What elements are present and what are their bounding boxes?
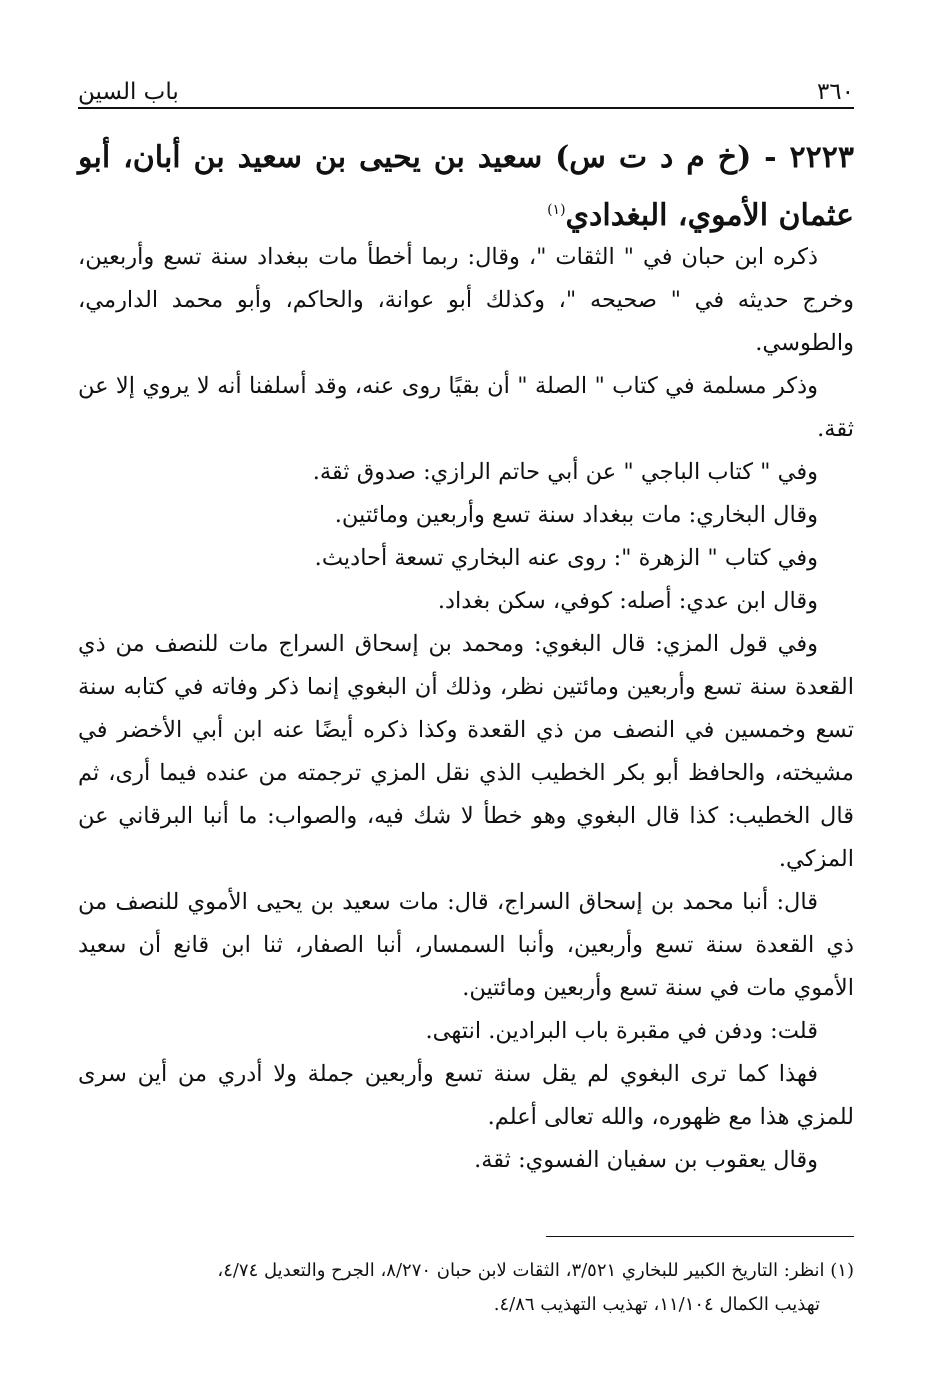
footnote-line-2: تهذيب الكمال ١١/١٠٤، تهذيب التهذيب ٤/٨٦. — [493, 1294, 820, 1315]
running-header — [78, 72, 854, 106]
entry-body — [78, 236, 854, 1182]
chapter-title: باب السين — [78, 79, 179, 105]
page-number: ٣٦٠ — [816, 79, 854, 105]
header-divider — [78, 107, 854, 109]
paragraph-yaqub: وقال يعقوب بن سفيان الفسوي: ثقة. — [474, 1147, 818, 1173]
footnote-line-1: (١) انظر: التاريخ الكبير للبخاري ٣/٥٢١، الثقات لابن حبان ٨/٢٧٠، الجرح والتعديل ٤/٧٤، — [217, 1260, 854, 1281]
footnote — [78, 1254, 854, 1322]
paragraph-baji: وفي " كتاب الباجي " عن أبي حاتم الرازي: صدوق ثقة. — [312, 459, 818, 485]
paragraph-ibn-hibban: ذكره ابن حبان في " الثقات "، وقال: ربما أخطأ مات ببغداد سنة تسع وأربعين، وخرج حديثه في " صحيحه "، وكذلك أبو عوانة، والحاكم، وأبو محمد الدارمي، والطوسي. — [78, 244, 854, 356]
paragraph-sarraj: قال: أنبا محمد بن إسحاق السراج، قال: مات سعيد بن يحيى الأموي للنصف من ذي القعدة سنة تسع وأربعين، وأنبا السمسار، أنبا الصفار، ثنا ابن قانع أن سعيد الأموي مات في سنة تسع وأربعين ومائتين. — [78, 889, 854, 1001]
footnote-divider — [546, 1236, 854, 1237]
paragraph-zahra: وفي كتاب " الزهرة ": روى عنه البخاري تسعة أحاديث. — [314, 545, 818, 571]
paragraph-ibn-adi: وقال ابن عدي: أصله: كوفي، سكن بغداد. — [437, 588, 818, 614]
entry-title-text: ٢٢٢٣ - (خ م د ت س) سعيد بن يحيى بن سعيد بن أبان، أبو عثمان الأموي، البغدادي — [78, 140, 854, 233]
footnote-reference: (١) — [547, 202, 566, 218]
paragraph-bukhari: وقال البخاري: مات ببغداد سنة تسع وأربعين ومائتين. — [334, 502, 818, 528]
paragraph-conclusion: فهذا كما ترى البغوي لم يقل سنة تسع وأربعين جملة ولا أدري من أين سرى للمزي هذا مع ظهوره، والله تعالى أعلم. — [78, 1061, 854, 1130]
paragraph-mizzi-critique: وفي قول المزي: قال البغوي: ومحمد بن إسحاق السراج مات للنصف من ذي القعدة سنة تسع وأربعين ومائتين نظر، وذلك أن البغوي إنما ذكر وفاته في كتابه سنة تسع وخمسين في النصف من ذي القعدة وكذا ذكره أيضًا عنه ابن أبي الأخضر في مشيخته، والحافظ أبو بكر الخطيب الذي نقل المزي ترجمته من عنده فيما أرى، ثم قال الخطيب: كذا قال البغوي وهو خطأ لا شك فيه، والصواب: ما أنبا البرقاني عن المزكي. — [78, 631, 854, 872]
paragraph-maslama: وذكر مسلمة في كتاب " الصلة " أن بقيًا روى عنه، وقد أسلفنا أنه لا يروي إلا عن ثقة. — [78, 373, 854, 442]
entry-heading — [78, 132, 854, 242]
paragraph-burial: قلت: ودفن في مقبرة باب البرادين. انتهى. — [425, 1018, 818, 1044]
